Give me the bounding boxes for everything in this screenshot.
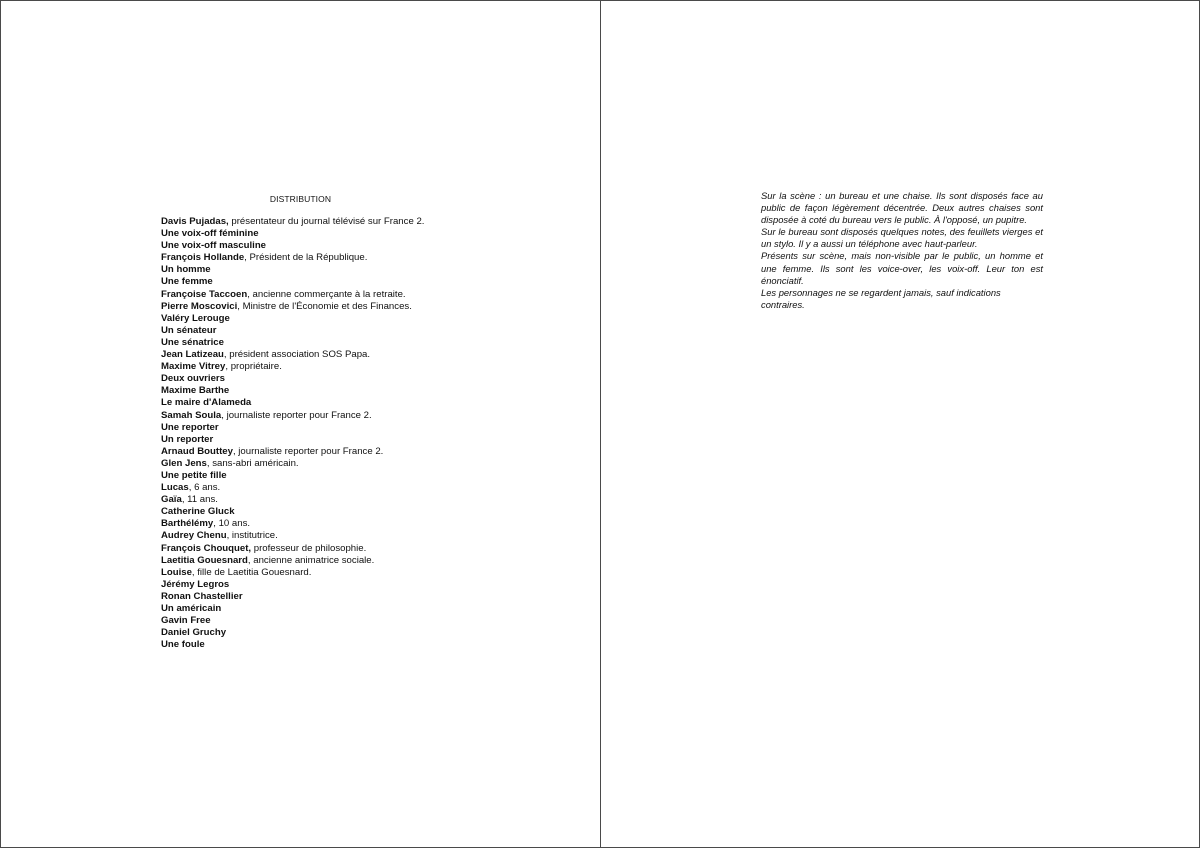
character-description: , Ministre de l'Économie et des Finances. <box>237 300 412 312</box>
character-name: Maxime Vitrey <box>161 361 226 373</box>
cast-entry <box>161 397 561 409</box>
character-name: Glen Jens <box>161 457 207 469</box>
character-name: Une petite fille <box>161 469 227 481</box>
stage-directions <box>761 190 1043 311</box>
cast-entry <box>161 228 561 240</box>
character-name: François Hollande <box>161 252 245 264</box>
stage-direction-paragraph: Sur la scène : un bureau et une chaise. Ils sont disposés face au public de façon légèrement décentrée. Deux autres chaises sont disposée à coté du bureau vers le public. À l'opposé, un pupitre. <box>761 190 1043 226</box>
cast-entry <box>161 422 561 434</box>
cast-entry <box>161 591 561 603</box>
character-name: Gavin Free <box>161 615 211 627</box>
character-description: , journaliste reporter pour France 2. <box>221 409 372 421</box>
cast-entry <box>161 289 561 301</box>
cast-entry <box>161 373 561 385</box>
character-name: Une sénatrice <box>161 336 224 348</box>
character-description: , ancienne animatrice sociale. <box>247 554 375 566</box>
cast-entry <box>161 313 561 325</box>
character-name: Un sénateur <box>161 324 217 336</box>
distribution-heading: DISTRIBUTION <box>269 194 332 204</box>
cast-entry <box>161 494 561 506</box>
character-name: Un américain <box>161 603 222 614</box>
cast-entry <box>161 276 561 288</box>
character-name: Arnaud Bouttey <box>161 445 233 457</box>
character-name: Laetitia Gouesnard <box>161 554 248 566</box>
character-description: , journaliste reporter pour France 2. <box>232 445 384 457</box>
stage-direction-paragraph: Les personnages ne se regardent jamais, sauf indications contraires. <box>761 286 1001 310</box>
cast-entry <box>161 325 561 337</box>
cast-entry <box>161 410 561 422</box>
character-name: Lucas <box>161 482 189 494</box>
cast-entry <box>161 555 561 567</box>
cast-entry <box>161 603 561 615</box>
cast-entry <box>161 470 561 482</box>
character-name: Une voix-off masculine <box>161 240 267 252</box>
character-name: Un reporter <box>161 433 214 445</box>
character-name: Samah Soula <box>161 409 222 421</box>
character-name: Catherine Gluck <box>161 506 235 518</box>
stage-direction-paragraph: Sur le bureau sont disposés quelques notes, des feuillets vierges et un stylo. Il y a aussi un téléphone avec haut-parleur. <box>761 226 1043 250</box>
cast-entry <box>161 385 561 397</box>
character-name: Louise <box>161 566 192 578</box>
character-description: , fille de Laetitia Gouesnard. <box>191 566 312 578</box>
character-name: Une femme <box>161 276 213 288</box>
character-description: présentateur du journal télévisé sur France 2. <box>228 216 425 227</box>
character-description: , sans-abri américain. <box>206 457 299 469</box>
cast-list <box>161 216 561 651</box>
character-description: , propriétaire. <box>225 361 282 373</box>
character-description: , 11 ans. <box>181 494 218 506</box>
cast-entry <box>161 434 561 446</box>
character-name: Pierre Moscovici <box>161 300 238 312</box>
cast-entry <box>161 361 561 373</box>
character-name: Un homme <box>161 264 211 276</box>
cast-entry <box>161 264 561 276</box>
character-name: Maxime Barthe <box>161 385 230 397</box>
cast-entry <box>161 530 561 542</box>
cast-entry <box>161 216 561 228</box>
character-name: Une voix-off féminine <box>161 228 259 240</box>
character-description: , président association SOS Papa. <box>223 349 371 361</box>
right-page <box>601 1 1199 847</box>
character-description: , Président de la République. <box>244 252 368 264</box>
character-name: Le maire d'Alameda <box>161 397 252 409</box>
character-name: Davis Pujadas, <box>161 216 229 227</box>
character-name: Deux ouvriers <box>161 373 225 385</box>
cast-entry <box>161 615 561 627</box>
cast-entry <box>161 567 561 579</box>
character-name: Jean Latizeau <box>161 349 224 361</box>
stage-direction-paragraph: Présents sur scène, mais non-visible par le public, un homme et une femme. Ils sont les voice-over, les voix-off. Leur ton est énonciatif. <box>761 250 1043 286</box>
character-name: Jérémy Legros <box>161 578 230 590</box>
cast-entry <box>161 506 561 518</box>
character-description: , ancienne commerçante à la retraite. <box>247 288 406 300</box>
left-page <box>1 1 601 847</box>
character-name: Une foule <box>161 639 205 651</box>
character-name: Barthélémy <box>161 518 214 530</box>
cast-entry <box>161 639 561 651</box>
cast-entry <box>161 579 561 591</box>
cast-entry <box>161 543 561 555</box>
cast-entry <box>161 349 561 361</box>
character-description: , 6 ans. <box>188 482 221 494</box>
cast-entry <box>161 240 561 252</box>
character-name: Ronan Chastellier <box>161 590 243 602</box>
cast-entry <box>161 337 561 349</box>
cast-entry <box>161 458 561 470</box>
character-name: Valéry Lerouge <box>161 312 230 324</box>
cast-entry <box>161 446 561 458</box>
character-name: Françoise Taccoen <box>161 288 248 300</box>
character-description: , 10 ans. <box>213 518 251 530</box>
character-description: professeur de philosophie. <box>251 542 367 554</box>
character-name: Gaïa <box>161 494 182 506</box>
cast-entry <box>161 482 561 494</box>
character-name: Daniel Gruchy <box>161 627 227 639</box>
cast-entry <box>161 301 561 313</box>
cast-entry <box>161 252 561 264</box>
character-description: , institutrice. <box>226 530 278 542</box>
cast-entry <box>161 518 561 530</box>
cast-entry <box>161 627 561 639</box>
character-name: Audrey Chenu <box>161 530 227 542</box>
character-name: Une reporter <box>161 421 219 433</box>
character-name: François Chouquet, <box>161 542 252 554</box>
